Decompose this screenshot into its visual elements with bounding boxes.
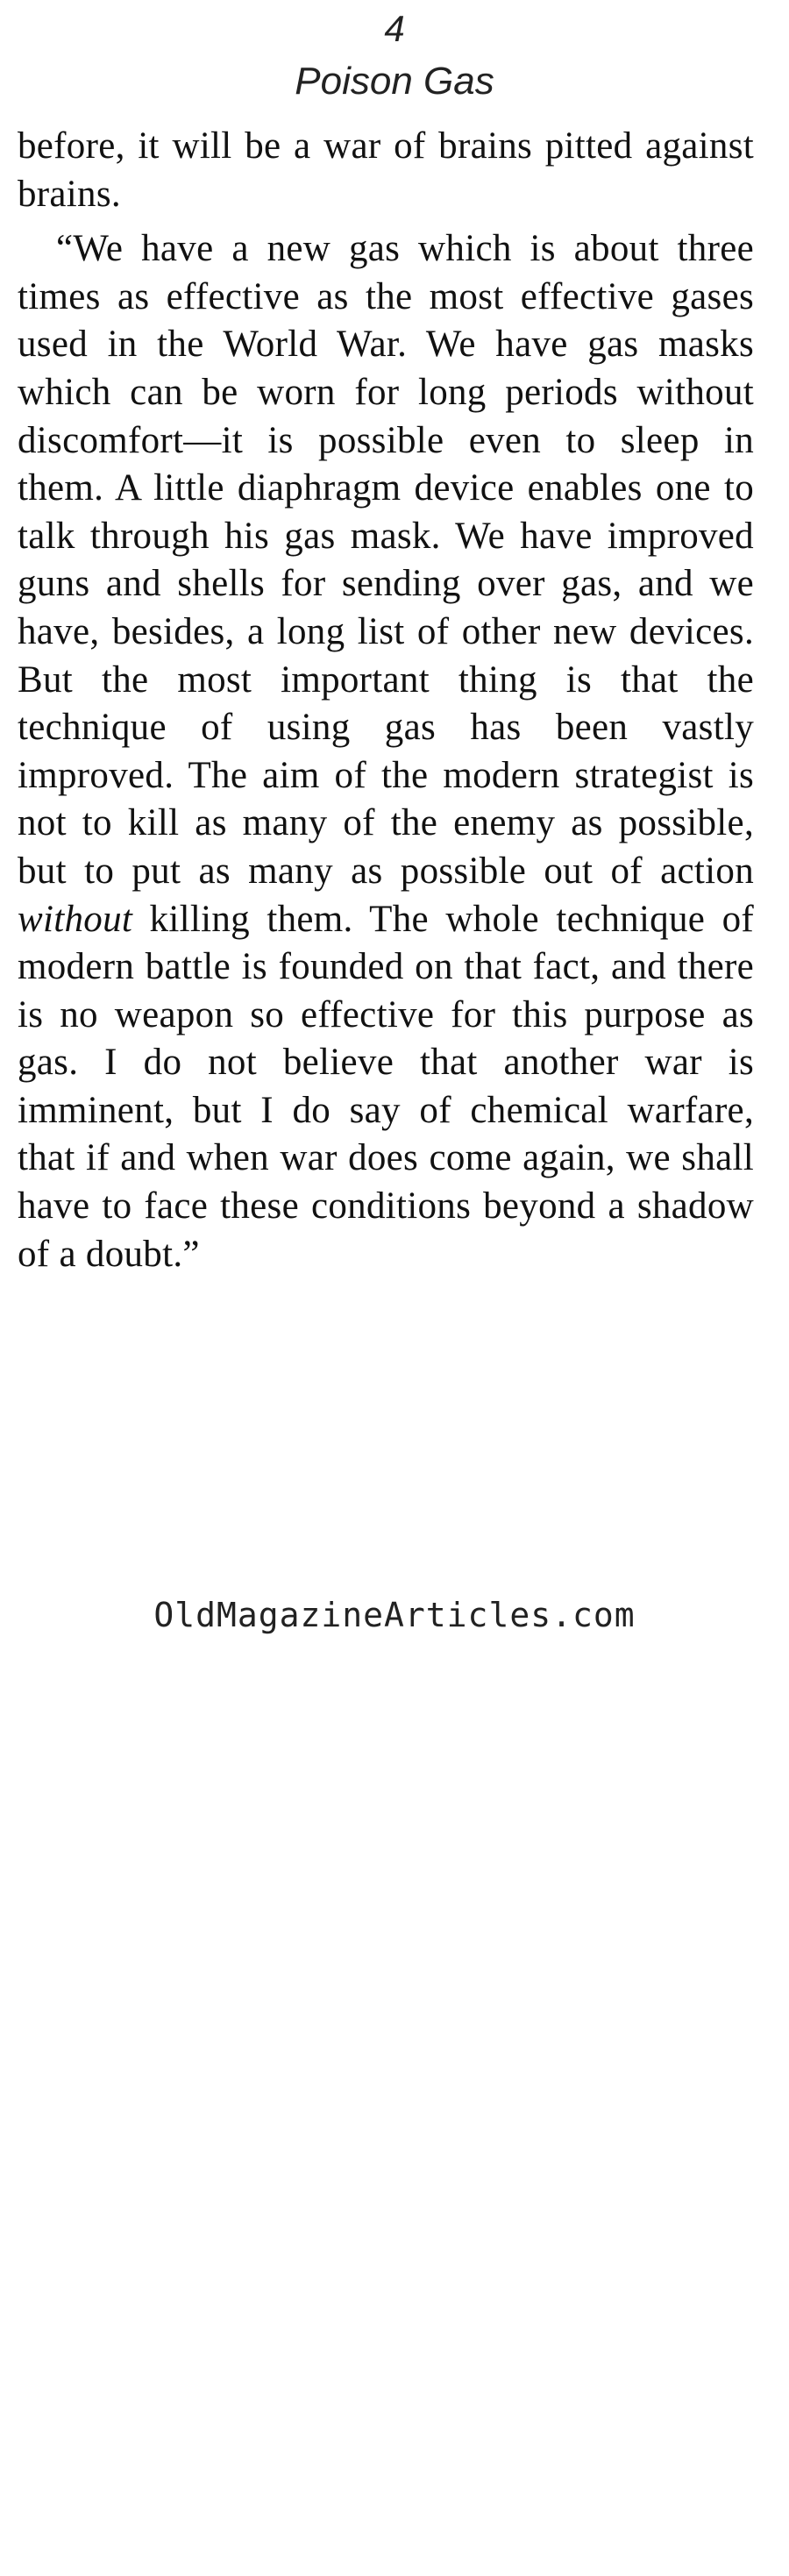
article-body: [18, 123, 754, 1278]
article-paragraph-quote: [18, 225, 754, 1278]
page-number: 4: [384, 8, 405, 49]
quote-emphasis: without: [18, 898, 133, 940]
article-paragraph-continued: before, it will be a war of brains pitted against brains.: [18, 125, 754, 215]
quote-text-part2: killing them. The whole technique of modern battle is founded on that fact, and there is no weapon so effective for this purpose as gas. I do not believe that another war is imminent, but I do say of chemical warfare, that if and when war does come again, we shall have to face these conditions beyond a shadow of a doubt.”: [18, 898, 754, 1275]
quote-text-part1: “We have a new gas which is about three times as effective as the most effective gases used in the World War. We have gas masks which can be worn for long periods without discomfort—it is possible even to sleep in them. A little diaphragm device enables one to talk through his gas mask. We have improved guns and shells for sending over gas, and we have, besides, a long list of other new devices. But the most important thing is that the technique of using gas has been vastly improved. The aim of the modern strategist is not to kill as many of the enemy as possible, but to put as many as possible out of action: [18, 228, 754, 892]
site-footer: OldMagazineArticles.com: [153, 1596, 636, 1634]
page-title: Poison Gas: [295, 60, 494, 103]
